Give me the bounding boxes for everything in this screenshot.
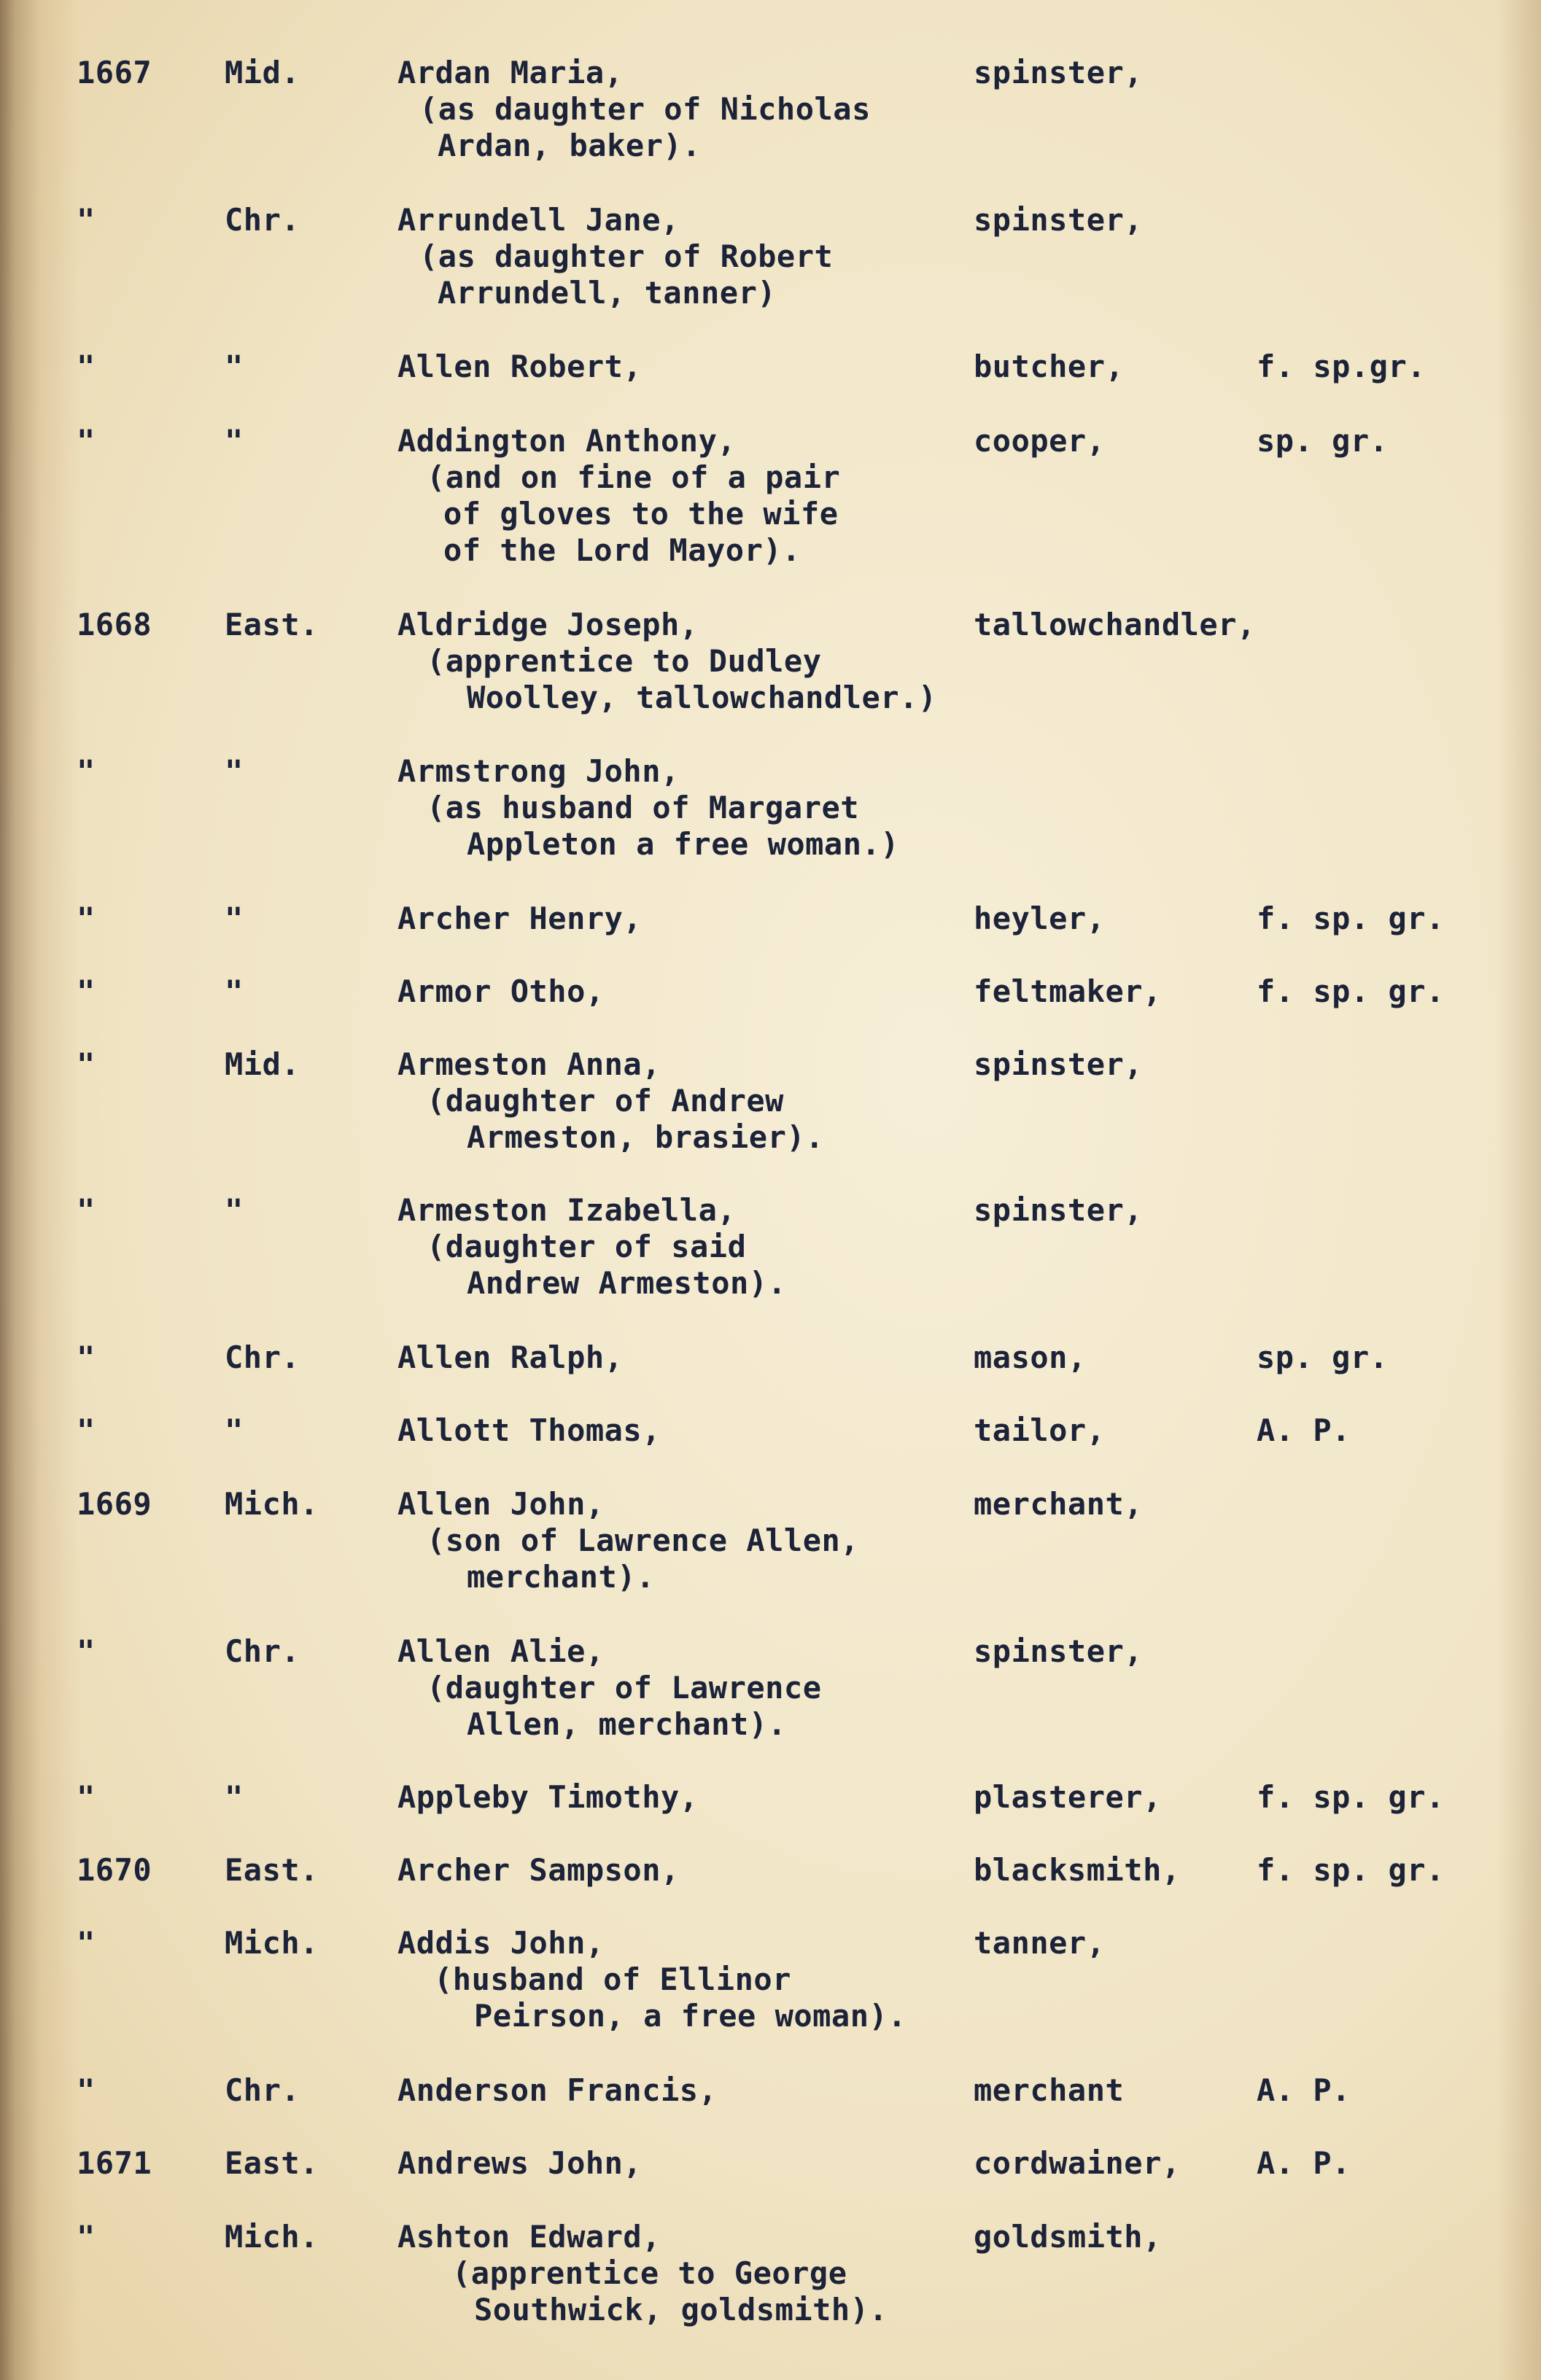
entry-year: " — [77, 1925, 96, 1961]
entry-year: 1669 — [77, 1486, 152, 1522]
entry-note: sp. gr. — [1257, 1339, 1389, 1375]
entry-year: " — [77, 202, 96, 238]
entry-term: Mid. — [225, 1046, 300, 1082]
entry-occupation: goldsmith, — [974, 2219, 1162, 2255]
entry-term: East. — [225, 607, 319, 642]
entry-name: Archer Henry, — [397, 901, 643, 936]
entry-name: Anderson Francis, — [397, 2072, 718, 2108]
entry-note: f. sp. gr. — [1257, 901, 1445, 936]
entry-year: " — [77, 423, 96, 459]
entry-note: f. sp. gr. — [1257, 1779, 1445, 1815]
entry-detail-line: Southwick, goldsmith). — [474, 2292, 888, 2328]
entry-note: A. P. — [1257, 2072, 1351, 2108]
entry-occupation: merchant — [974, 2072, 1125, 2108]
entry-year: " — [77, 2072, 96, 2108]
entry-occupation: blacksmith, — [974, 1852, 1181, 1888]
entry-name: Allen John, — [397, 1486, 605, 1522]
entry-occupation: butcher, — [974, 349, 1125, 384]
entry-detail-line: merchant). — [467, 1559, 655, 1595]
entry-name: Allen Ralph, — [397, 1339, 624, 1375]
entry-detail-line: Armeston, brasier). — [467, 1119, 824, 1155]
entry-occupation: tanner, — [974, 1925, 1106, 1961]
entry-detail-line: of the Lord Mayor). — [443, 532, 801, 568]
entry-year: " — [77, 1633, 96, 1669]
entry-year: " — [77, 753, 96, 789]
entry-year: " — [77, 2219, 96, 2255]
entry-detail-line: Peirson, a free woman). — [474, 1998, 907, 2034]
entry-year: 1670 — [77, 1852, 152, 1888]
entry-detail-line: Andrew Armeston). — [467, 1265, 787, 1301]
entry-occupation: spinster, — [974, 1633, 1144, 1669]
entry-detail-line: (apprentice to George — [452, 2255, 847, 2291]
entry-occupation: tailor, — [974, 1412, 1106, 1448]
entry-term: " — [225, 423, 244, 459]
entry-year: 1668 — [77, 607, 152, 642]
entry-occupation: merchant, — [974, 1486, 1144, 1522]
entry-term: " — [225, 349, 244, 384]
entry-term: Chr. — [225, 1339, 300, 1375]
entry-year: " — [77, 901, 96, 936]
entry-note: f. sp.gr. — [1257, 349, 1427, 384]
entry-detail-line: Woolley, tallowchandler.) — [467, 680, 937, 715]
entry-occupation: spinster, — [974, 202, 1144, 238]
entry-term: " — [225, 1192, 244, 1228]
entry-occupation: cordwainer, — [974, 2145, 1181, 2181]
entry-detail-line: (daughter of said — [427, 1229, 747, 1264]
entry-name: Allott Thomas, — [397, 1412, 661, 1448]
entry-note: sp. gr. — [1257, 423, 1389, 459]
entry-detail-line: Arrundell, tanner) — [438, 275, 777, 311]
entry-term: Chr. — [225, 2072, 300, 2108]
entry-occupation: spinster, — [974, 55, 1144, 90]
entry-detail-line: (as husband of Margaret — [427, 790, 860, 825]
entry-name: Armeston Izabella, — [397, 1192, 737, 1228]
entry-detail-line: Allen, merchant). — [467, 1706, 787, 1742]
entry-detail-line: (son of Lawrence Allen, — [427, 1522, 860, 1558]
entry-detail-line: (apprentice to Dudley — [427, 643, 822, 679]
entry-term: Chr. — [225, 202, 300, 238]
entry-note: A. P. — [1257, 1412, 1351, 1448]
entry-name: Armstrong John, — [397, 753, 680, 789]
entry-detail-line: of gloves to the wife — [443, 496, 839, 532]
entry-term: Chr. — [225, 1633, 300, 1669]
entry-year: " — [77, 1046, 96, 1082]
entry-name: Ashton Edward, — [397, 2219, 661, 2255]
entry-term: " — [225, 1412, 244, 1448]
entry-detail-line: (daughter of Lawrence — [427, 1670, 822, 1706]
entry-year: 1667 — [77, 55, 152, 90]
entry-occupation: tallowchandler, — [974, 607, 1256, 642]
entry-name: Ardan Maria, — [397, 55, 624, 90]
entry-occupation: heyler, — [974, 901, 1106, 936]
entry-name: Andrews John, — [397, 2145, 643, 2181]
entry-year: 1671 — [77, 2145, 152, 2181]
entry-name: Appleby Timothy, — [397, 1779, 699, 1815]
entry-detail-line: Ardan, baker). — [438, 128, 702, 163]
entry-name: Arrundell Jane, — [397, 202, 680, 238]
entry-name: Armeston Anna, — [397, 1046, 661, 1082]
entry-term: East. — [225, 2145, 319, 2181]
entry-term: " — [225, 973, 244, 1009]
entry-note: f. sp. gr. — [1257, 1852, 1445, 1888]
entry-term: " — [225, 1779, 244, 1815]
entry-name: Allen Alie, — [397, 1633, 605, 1669]
entry-name: Archer Sampson, — [397, 1852, 680, 1888]
entry-detail-line: Appleton a free woman.) — [467, 826, 900, 862]
entry-detail-line: (daughter of Andrew — [427, 1083, 784, 1119]
entry-year: " — [77, 349, 96, 384]
entry-occupation: cooper, — [974, 423, 1106, 459]
entry-note: f. sp. gr. — [1257, 973, 1445, 1009]
entry-occupation: plasterer, — [974, 1779, 1162, 1815]
entry-term: Mid. — [225, 55, 300, 90]
entry-detail-line: (as daughter of Robert — [419, 238, 834, 274]
entry-note: A. P. — [1257, 2145, 1351, 2181]
entry-detail-line: (and on fine of a pair — [427, 459, 841, 495]
entry-occupation: spinster, — [974, 1046, 1144, 1082]
entry-name: Allen Robert, — [397, 349, 643, 384]
entry-name: Addington Anthony, — [397, 423, 737, 459]
entry-term: East. — [225, 1852, 319, 1888]
entry-name: Addis John, — [397, 1925, 605, 1961]
entry-name: Aldridge Joseph, — [397, 607, 699, 642]
entry-year: " — [77, 1779, 96, 1815]
entry-occupation: feltmaker, — [974, 973, 1162, 1009]
entry-term: Mich. — [225, 2219, 319, 2255]
entry-detail-line: (husband of Ellinor — [434, 1961, 791, 1997]
entry-detail-line: (as daughter of Nicholas — [419, 91, 871, 127]
entry-year: " — [77, 973, 96, 1009]
entry-term: Mich. — [225, 1925, 319, 1961]
entry-term: Mich. — [225, 1486, 319, 1522]
entry-year: " — [77, 1339, 96, 1375]
entry-occupation: spinster, — [974, 1192, 1144, 1228]
entry-term: " — [225, 901, 244, 936]
entry-year: " — [77, 1192, 96, 1228]
entry-name: Armor Otho, — [397, 973, 605, 1009]
entry-occupation: mason, — [974, 1339, 1087, 1375]
entry-term: " — [225, 753, 244, 789]
entry-year: " — [77, 1412, 96, 1448]
